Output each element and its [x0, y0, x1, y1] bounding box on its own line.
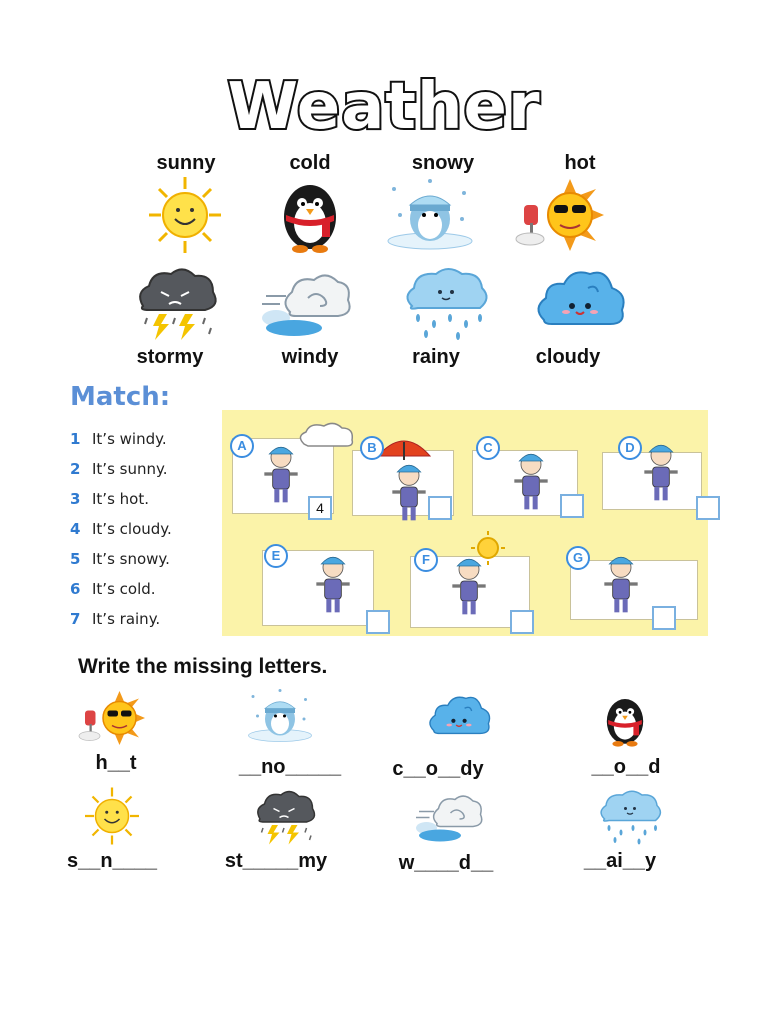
- sentence-number: 1: [70, 430, 81, 448]
- picture-letter-c: C: [476, 436, 500, 460]
- picture-letter-e: E: [264, 544, 288, 568]
- sentence-number: 4: [70, 520, 81, 538]
- rain-cloud-icon: [590, 786, 670, 846]
- match-sentence: [70, 460, 168, 478]
- wind-cloud-icon: [412, 786, 492, 846]
- picture-letter-g: G: [566, 546, 590, 570]
- answer-box-f[interactable]: [510, 610, 534, 634]
- storm-cloud-icon: [125, 262, 225, 342]
- picture-letter-d: D: [618, 436, 642, 460]
- child-figure: [506, 436, 556, 526]
- sentence-text: It’s hot.: [92, 490, 149, 508]
- child-figure: [256, 434, 306, 514]
- sentence-text: It’s rainy.: [92, 610, 161, 628]
- child-figure: [444, 546, 494, 626]
- missing-word-5: s__n____: [66, 850, 158, 872]
- missing-word-4: __o__d: [591, 756, 661, 778]
- picture-letter-f: F: [414, 548, 438, 572]
- missing-word-1: h__t: [95, 752, 137, 774]
- picture-letter-a: A: [230, 434, 254, 458]
- answer-box-d[interactable]: [696, 496, 720, 520]
- missing-word-2: __no_____: [238, 756, 342, 778]
- match-title: Match:: [70, 382, 171, 412]
- answer-box-c[interactable]: [560, 494, 584, 518]
- match-sentence: [70, 490, 149, 508]
- cloud-icon: [530, 262, 630, 342]
- missing-letters-title: Write the missing letters.: [78, 655, 328, 678]
- vocab-label-hot: hot: [564, 152, 596, 174]
- match-sentence: [70, 610, 160, 628]
- penguin-icon: [260, 175, 360, 255]
- answer-box-a[interactable]: 4: [308, 496, 332, 520]
- sentence-text: It’s snowy.: [92, 550, 170, 568]
- snowy-penguin-icon: [380, 175, 480, 255]
- snowy-penguin-icon: [240, 686, 320, 746]
- child-figure: [636, 432, 686, 512]
- match-sentence: [70, 430, 167, 448]
- vocab-label-snowy: snowy: [411, 152, 475, 174]
- wind-cloud-icon: [260, 262, 360, 342]
- missing-word-7: w____d__: [398, 852, 494, 874]
- vocab-label-sunny: sunny: [156, 152, 216, 174]
- match-sentence: [70, 550, 170, 568]
- rain-cloud-icon: [396, 262, 496, 342]
- match-sentence: [70, 520, 172, 538]
- vocab-label-windy: windy: [281, 346, 339, 368]
- match-sentence: [70, 580, 156, 598]
- answer-box-g[interactable]: [652, 606, 676, 630]
- sun-icon: [72, 786, 152, 846]
- vocab-label-rainy: rainy: [412, 346, 460, 368]
- cloud-icon: [424, 690, 494, 746]
- sun-icon: [135, 175, 235, 255]
- hot-sun-icon: [72, 688, 152, 748]
- sentence-number: 7: [70, 610, 81, 628]
- sentence-text: It’s cold.: [92, 580, 156, 598]
- missing-word-8: __ai__y: [583, 850, 657, 872]
- missing-word-3: c__o__dy: [392, 758, 484, 780]
- sentence-number: 5: [70, 550, 81, 568]
- vocab-label-stormy: stormy: [136, 346, 204, 368]
- hot-sun-icon: [510, 175, 610, 255]
- vocab-label-cloudy: cloudy: [535, 346, 601, 368]
- storm-cloud-icon: [244, 786, 324, 846]
- sentence-number: 2: [70, 460, 81, 478]
- child-figure: [596, 544, 646, 624]
- sentence-number: 6: [70, 580, 81, 598]
- child-figure: [308, 544, 358, 624]
- missing-word-6: st_____my: [224, 850, 328, 872]
- penguin-icon: [590, 692, 660, 748]
- answer-box-b[interactable]: [428, 496, 452, 520]
- page-title: Weather: [227, 70, 541, 144]
- sentence-number: 3: [70, 490, 81, 508]
- answer-box-e[interactable]: [366, 610, 390, 634]
- sentence-text: It’s windy.: [92, 430, 167, 448]
- picture-letter-b: B: [360, 436, 384, 460]
- sentence-text: It’s sunny.: [92, 460, 168, 478]
- vocab-label-cold: cold: [289, 152, 331, 174]
- child-figure: [384, 452, 434, 532]
- sentence-text: It’s cloudy.: [92, 520, 172, 538]
